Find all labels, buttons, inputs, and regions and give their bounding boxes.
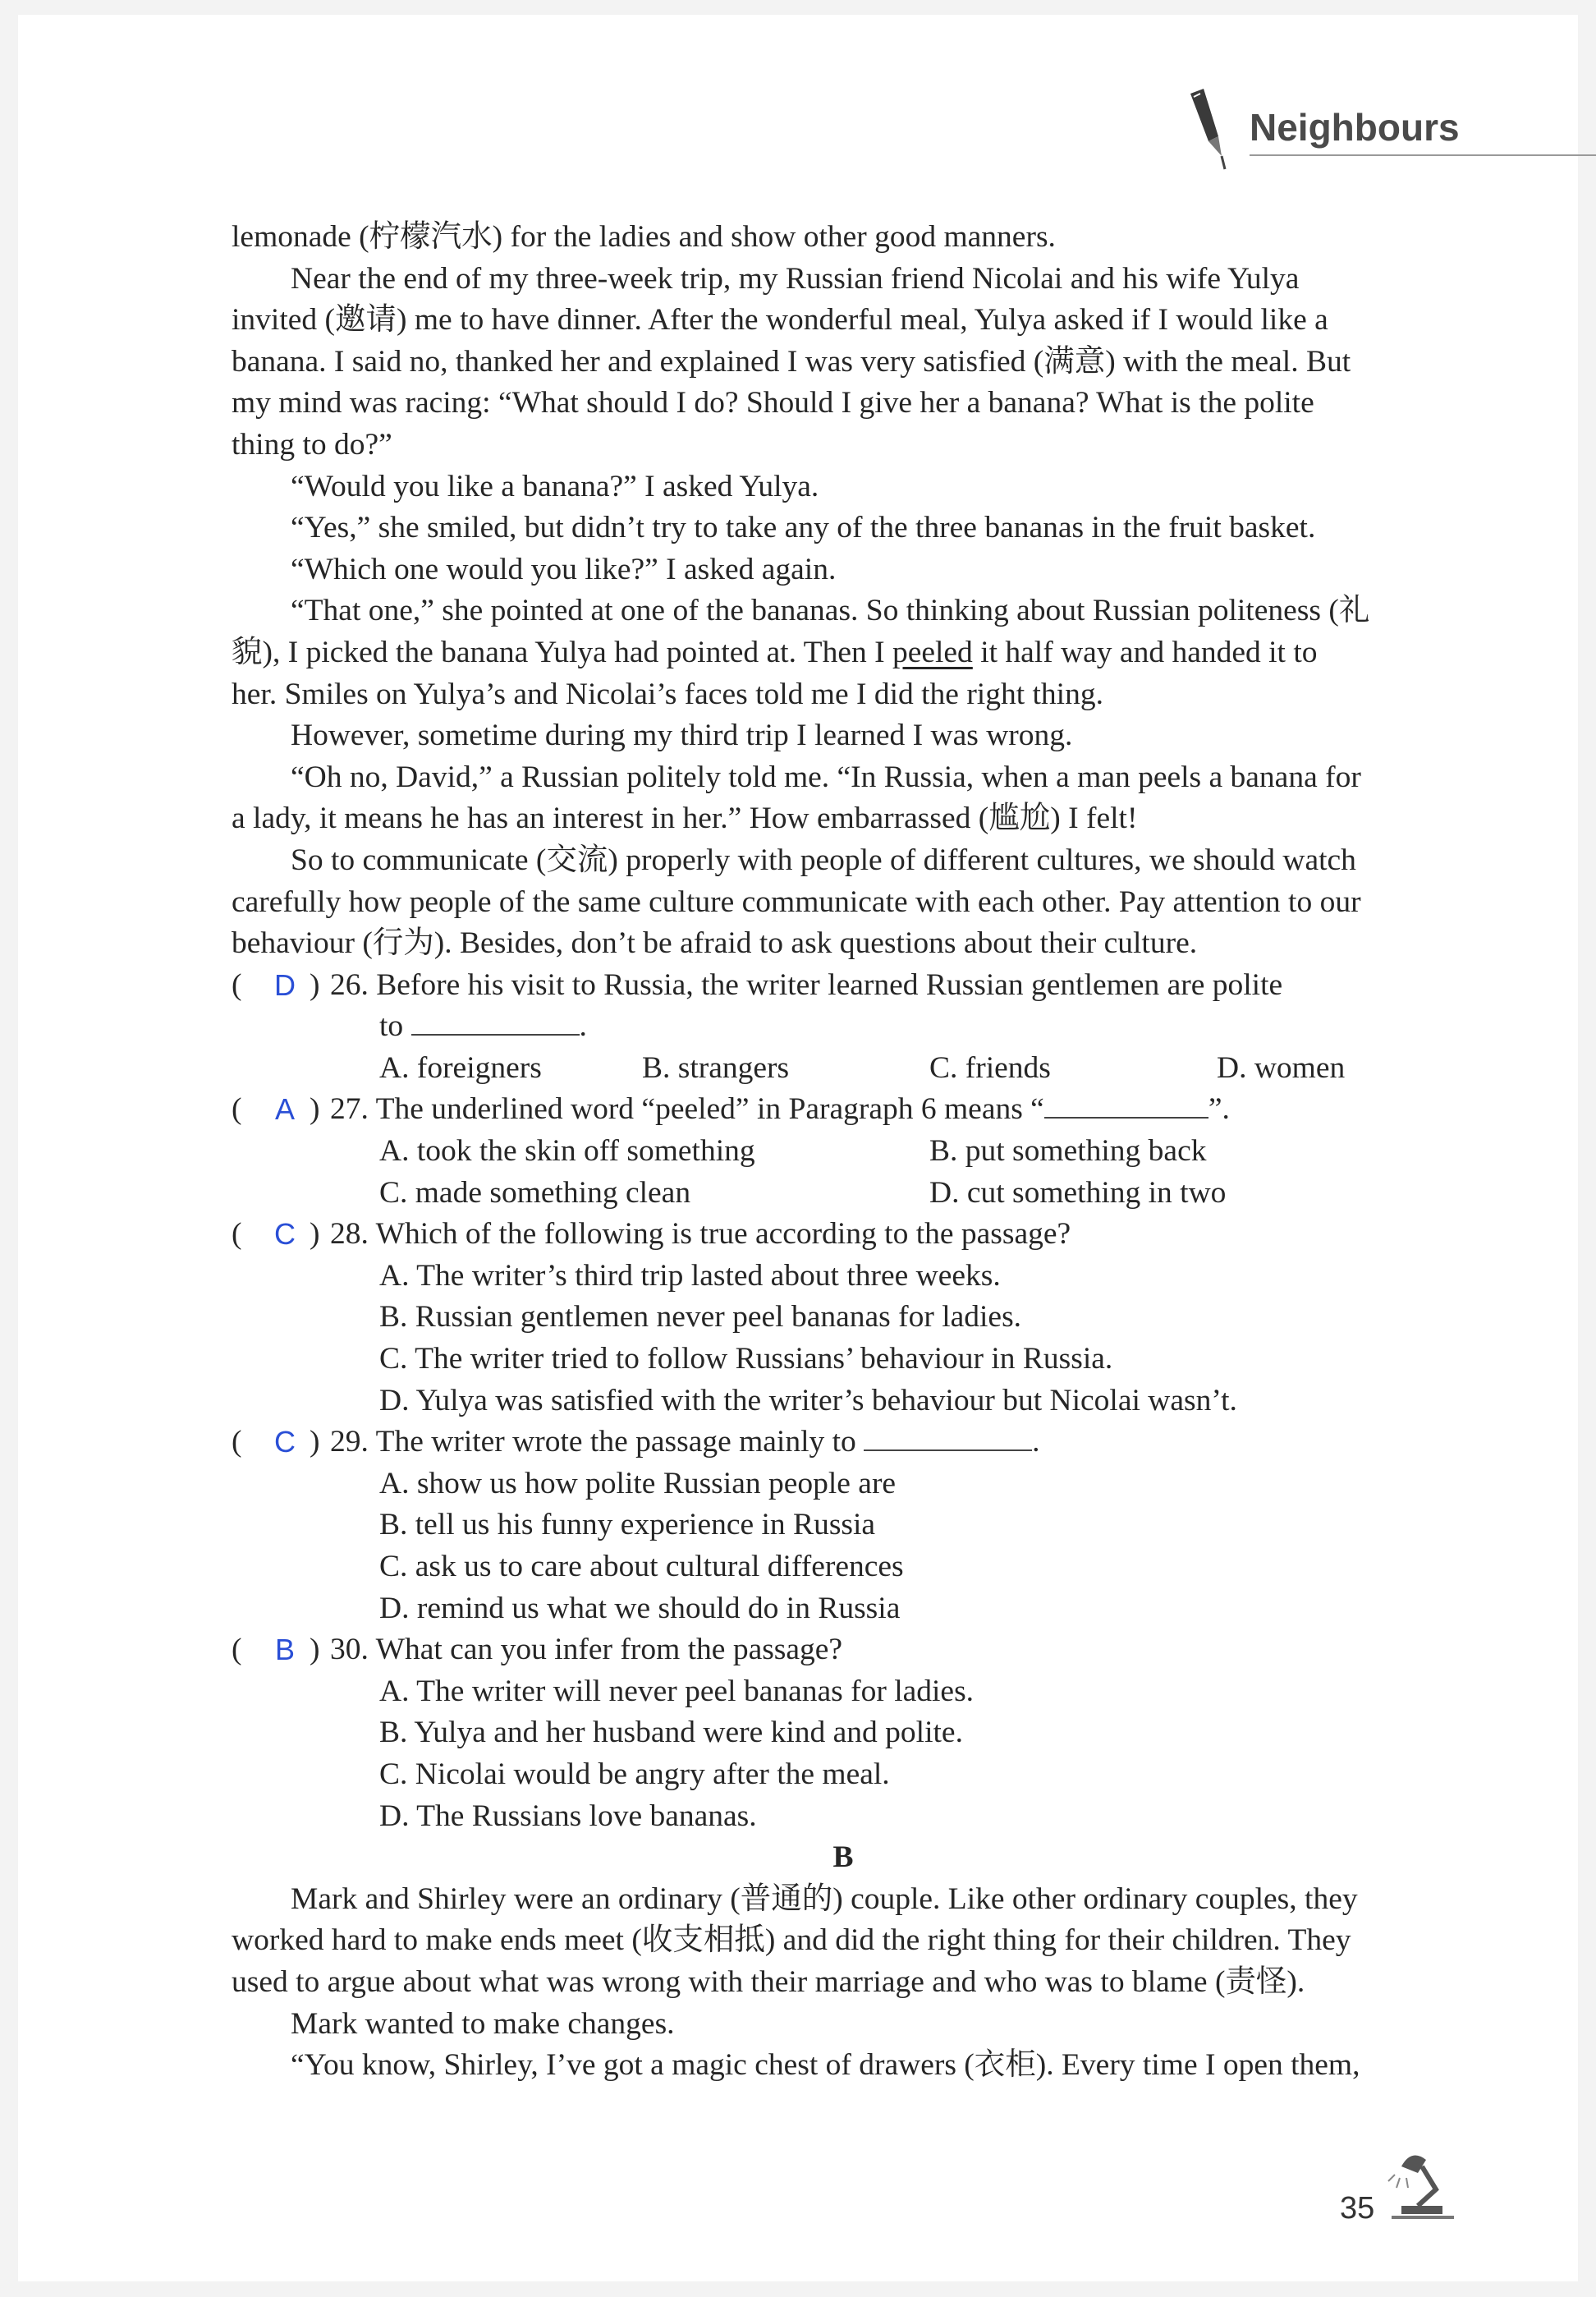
- question-27: ( A ) 27. The underlined word “peeled” in Paragraph 6 means “ ”.: [232, 1089, 1455, 1131]
- answer-29: C: [274, 1425, 296, 1459]
- passage-b-line: used to argue about what was wrong with their marriage and who was to blame (责怪).: [232, 1964, 1305, 1999]
- passage-b-line: Mark and Shirley were an ordinary (普通的) couple. Like other ordinary couples, they: [291, 1881, 1358, 1916]
- passage-a-line: Near the end of my three-week trip, my Russian friend Nicolai and his wife Yulya: [291, 261, 1300, 296]
- answer-28: C: [274, 1217, 296, 1252]
- answer-blank[interactable]: [411, 1009, 580, 1036]
- question-26: ( D ) 26. Before his visit to Russia, the writer learned Russian gentlemen are polite: [232, 965, 1455, 1007]
- passage-a-line: “Yes,” she smiled, but didn’t try to take any of the three bananas in the fruit basket.: [291, 511, 1316, 545]
- underlined-word-peeled: peeled: [892, 635, 973, 669]
- option-d: D. remind us what we should do in Russia: [379, 1591, 901, 1625]
- desk-lamp-icon: [1385, 2142, 1459, 2224]
- option-a: A. The writer will never peel bananas for ladies.: [379, 1674, 975, 1708]
- passage-a-line: my mind was racing: “What should I do? Should I give her a banana? What is the polite: [232, 386, 1314, 420]
- passage-a-line: lemonade (柠檬汽水) for the ladies and show other good manners.: [232, 220, 1056, 254]
- option-c: C. made something clean: [379, 1175, 691, 1210]
- question-28: ( C ) 28. Which of the following is true according to the passage?: [232, 1214, 1455, 1256]
- passage-a-line: behaviour (行为). Besides, don’t be afraid to ask questions about their culture.: [232, 926, 1198, 961]
- passage-a-line: carefully how people of the same culture communicate with each other. Pay attention to our: [232, 884, 1361, 919]
- passage-a-line: banana. I said no, thanked her and explained I was very satisfied (满意) with the meal. But: [232, 344, 1351, 379]
- answer-26: D: [274, 967, 296, 1002]
- question-26-stem: 26. Before his visit to Russia, the writer learned Russian gentlemen are polite: [330, 967, 1283, 1002]
- passage-b-line: “You know, Shirley, I’ve got a magic chest of drawers (衣柜). Every time I open them,: [291, 2048, 1360, 2083]
- question-27-options-row1: [232, 1131, 1455, 1173]
- option-b: B. strangers: [642, 1050, 790, 1085]
- answer-blank[interactable]: [1044, 1092, 1208, 1119]
- option-b: B. tell us his funny experience in Russia: [379, 1508, 876, 1542]
- option-b: B. Russian gentlemen never peel bananas for ladies.: [379, 1300, 1022, 1335]
- reading-passage: [232, 217, 1455, 2087]
- answer-30: B: [274, 1633, 295, 1667]
- passage-a-line: invited (邀请) me to have dinner. After the wonderful meal, Yulya asked if I would like a: [232, 303, 1328, 338]
- passage-a-line: her. Smiles on Yulya’s and Nicolai’s faces told me I did the right thing.: [232, 677, 1103, 711]
- question-29-stem: 29. The writer wrote the passage mainly to .: [330, 1425, 1040, 1459]
- passage-a-line: However, sometime during my third trip I learned I was wrong.: [291, 719, 1073, 753]
- option-c: C. The writer tried to follow Russians’ behaviour in Russia.: [379, 1342, 1113, 1376]
- passage-a-line: “That one,” she pointed at one of the bananas. So thinking about Russian politeness (礼: [291, 594, 1370, 628]
- option-b: B. Yulya and her husband were kind and polite.: [379, 1716, 963, 1750]
- passage-line-peeled: 貌), I picked the banana Yulya had pointed at. Then I peeled it half way and handed it to: [232, 635, 1318, 669]
- question-26-stem-cont: to .: [379, 1009, 587, 1044]
- unit-title: Neighbours: [1250, 106, 1460, 149]
- passage-a-line: thing to do?”: [232, 427, 392, 462]
- option-c: C. Nicolai would be angry after the meal.: [379, 1757, 890, 1791]
- workbook-page: [18, 15, 1578, 2281]
- question-30-stem: 30. What can you infer from the passage?: [330, 1633, 843, 1667]
- passage-a-line: a lady, it means he has an interest in her.” How embarrassed (尴尬) I felt!: [232, 802, 1138, 836]
- option-d: D. cut something in two: [929, 1175, 1227, 1210]
- answer-blank[interactable]: [864, 1425, 1032, 1451]
- passage-a-line: “Oh no, David,” a Russian politely told me. “In Russia, when a man peels a banana for: [291, 760, 1361, 794]
- answer-27: A: [274, 1092, 295, 1127]
- question-27-stem: 27. The underlined word “peeled” in Paragraph 6 means “ ”.: [330, 1092, 1230, 1127]
- option-a: A. took the skin off something: [379, 1134, 755, 1169]
- option-a: A. foreigners: [379, 1050, 542, 1085]
- option-c: C. ask us to care about cultural differences: [379, 1550, 904, 1583]
- option-d: D. Yulya was satisfied with the writer’s behaviour but Nicolai wasn’t.: [379, 1383, 1237, 1417]
- passage-b-line: Mark wanted to make changes.: [291, 2006, 675, 2041]
- passage-b-line: worked hard to make ends meet (收支相抵) and did the right thing for their children. They: [232, 1923, 1351, 1958]
- passage-a-line: “Which one would you like?” I asked again.: [291, 552, 837, 586]
- option-c: C. friends: [929, 1050, 1051, 1085]
- section-b-heading: B: [832, 1840, 854, 1875]
- option-a: A. The writer’s third trip lasted about three weeks.: [379, 1258, 1001, 1293]
- page-header: [1176, 87, 1596, 161]
- question-27-options-row2: [232, 1173, 1455, 1215]
- question-29: ( C ) 29. The writer wrote the passage mainly to .: [232, 1422, 1455, 1463]
- pen-icon: [1176, 87, 1233, 177]
- passage-a-line: “Would you like a banana?” I asked Yulya.: [291, 469, 819, 503]
- question-28-stem: 28. Which of the following is true according to the passage?: [330, 1217, 1071, 1252]
- header-rule: [1250, 154, 1596, 156]
- option-d: D. women: [1217, 1050, 1346, 1085]
- option-a: A. show us how polite Russian people are: [379, 1466, 897, 1500]
- option-b: B. put something back: [929, 1134, 1207, 1169]
- page-number: 35: [1340, 2191, 1375, 2226]
- passage-a-line: So to communicate (交流) properly with people of different cultures, we should watch: [291, 843, 1356, 877]
- option-d: D. The Russians love bananas.: [379, 1799, 757, 1833]
- question-26-options: [232, 1048, 1455, 1090]
- question-30: ( B ) 30. What can you infer from the passage?: [232, 1629, 1455, 1671]
